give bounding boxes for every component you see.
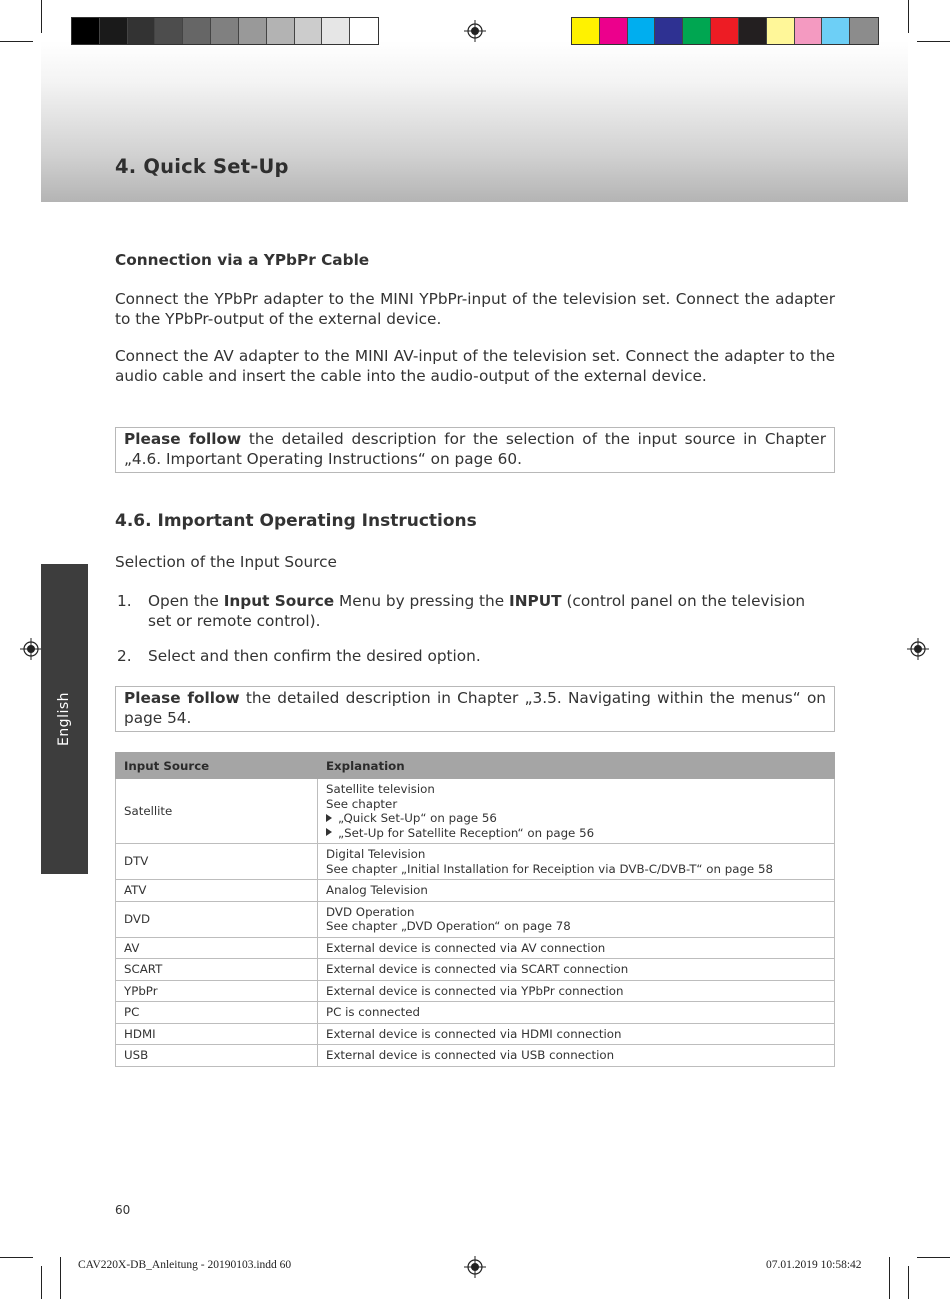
- triangle-bullet-icon: [326, 828, 332, 836]
- note-bold: Please follow: [124, 430, 242, 448]
- note-bold: Please follow: [124, 689, 240, 707]
- explanation-line: DVD Operation: [326, 904, 415, 919]
- registration-mark-icon: [464, 1256, 486, 1278]
- table-row: [116, 901, 835, 937]
- explanation-cell: [318, 844, 835, 880]
- input-source-cell: USB: [116, 1045, 318, 1067]
- explanation-line: PC is connected: [326, 1005, 421, 1019]
- registration-mark-icon: [464, 20, 486, 42]
- table-row: [116, 980, 835, 1002]
- color-swatch: [295, 18, 323, 44]
- ypbpr-paragraph-2: Connect the AV adapter to the MINI AV-input of the television set. Connect the adapter to the audio cable and insert the cable into the audio-output of the external device.: [115, 347, 835, 385]
- explanation-cell: [318, 959, 835, 981]
- table-row: [116, 1023, 835, 1045]
- list-text: Select and then confirm the desired option.: [148, 647, 481, 665]
- color-swatch: [100, 18, 128, 44]
- section-intro: Selection of the Input Source: [115, 553, 337, 571]
- grayscale-color-bar: [71, 17, 379, 45]
- color-swatch: [600, 18, 628, 44]
- page-number: 60: [115, 1203, 131, 1217]
- table-row: [116, 880, 835, 902]
- color-swatch: [683, 18, 711, 44]
- explanation-line: External device is connected via YPbPr connection: [326, 983, 624, 998]
- explanation-cell: [318, 901, 835, 937]
- chapter-title: 4. Quick Set-Up: [115, 155, 289, 178]
- reference-text: „Set-Up for Satellite Reception“ on page 56: [338, 825, 595, 840]
- input-source-cell: DTV: [116, 844, 318, 880]
- reference-text: „Quick Set-Up“ on page 56: [338, 811, 497, 825]
- crop-mark: [0, 41, 33, 42]
- color-swatch: [795, 18, 823, 44]
- note-text: the detailed description in Chapter „3.5. Navigating within the menus“ on page 54.: [124, 689, 827, 727]
- crop-mark: [41, 1266, 42, 1299]
- explanation-line: External device is connected via HDMI connection: [326, 1026, 622, 1041]
- crop-mark: [917, 41, 950, 42]
- section-heading: 4.6. Important Operating Instructions: [115, 511, 477, 531]
- color-swatch: [767, 18, 795, 44]
- explanation-line: External device is connected via AV connection: [326, 940, 606, 955]
- explanation-line: See chapter: [326, 796, 398, 811]
- list-number: 2.: [117, 647, 132, 665]
- color-swatch: [822, 18, 850, 44]
- triangle-bullet-icon: [326, 814, 332, 822]
- input-source-cell: ATV: [116, 880, 318, 902]
- explanation-cell: [318, 937, 835, 959]
- explanation-line: Digital Television: [326, 847, 426, 861]
- input-source-cell: AV: [116, 937, 318, 959]
- table-header-row: [116, 753, 835, 779]
- language-tab-label: English: [56, 691, 73, 747]
- ypbpr-heading: Connection via a YPbPr Cable: [115, 251, 370, 269]
- crop-mark: [908, 0, 909, 33]
- explanation-cell: [318, 779, 835, 844]
- table-row: [116, 959, 835, 981]
- list-number: 1.: [117, 592, 132, 610]
- color-swatch: [322, 18, 350, 44]
- color-swatch: [628, 18, 656, 44]
- color-swatch: [239, 18, 267, 44]
- input-source-cell: SCART: [116, 959, 318, 981]
- color-swatch: [128, 18, 156, 44]
- crop-mark: [908, 1266, 909, 1299]
- explanation-line: Analog Television: [326, 883, 428, 897]
- table-row: [116, 844, 835, 880]
- input-source-cell: DVD: [116, 901, 318, 937]
- reference-bullet: [326, 811, 826, 826]
- color-swatch: [350, 18, 378, 44]
- explanation-cell: [318, 880, 835, 902]
- process-color-bar: [571, 17, 879, 45]
- color-swatch: [850, 18, 878, 44]
- explanation-line: External device is connected via SCART connection: [326, 962, 629, 976]
- footer-timestamp: 07.01.2019 10:58:42: [766, 1259, 862, 1271]
- input-source-cell: YPbPr: [116, 980, 318, 1002]
- ypbpr-paragraph-1: Connect the YPbPr adapter to the MINI YPbPr-input of the television set. Connect the adapter to the YPbPr-output of the external device.: [115, 290, 835, 328]
- explanation-cell: [318, 1002, 835, 1024]
- list-text: Open the Input Source Menu by pressing the INPUT (control panel on the television set or remote control).: [148, 592, 806, 630]
- color-swatch: [211, 18, 239, 44]
- crop-mark: [60, 1257, 61, 1299]
- footer-file-info: CAV220X-DB_Anleitung - 20190103.indd 60: [78, 1259, 292, 1271]
- input-source-cell: HDMI: [116, 1023, 318, 1045]
- color-swatch: [711, 18, 739, 44]
- table-row: [116, 1045, 835, 1067]
- table-row: [116, 1002, 835, 1024]
- color-swatch: [572, 18, 600, 44]
- registration-mark-icon: [20, 638, 42, 660]
- reference-bullet: [326, 826, 826, 841]
- list-item: [115, 592, 835, 632]
- list-item: [115, 647, 835, 667]
- explanation-line: See chapter „DVD Operation“ on page 78: [326, 919, 571, 933]
- explanation-cell: [318, 1045, 835, 1067]
- crop-mark: [917, 1257, 950, 1258]
- note-text: the detailed description for the selection of the input source in Chapter „4.6. Important Operating Instructions“ on page 60.: [124, 430, 826, 468]
- column-header: Input Source: [116, 753, 318, 779]
- column-header: Explanation: [318, 753, 835, 779]
- explanation-line: See chapter „Initial Installation for Receiption via DVB-C/DVB-T“ on page 58: [326, 861, 773, 876]
- color-swatch: [72, 18, 100, 44]
- explanation-line: External device is connected via USB connection: [326, 1048, 615, 1062]
- registration-mark-icon: [907, 638, 929, 660]
- input-source-cell: PC: [116, 1002, 318, 1024]
- color-swatch: [155, 18, 183, 44]
- input-source-cell: Satellite: [116, 779, 318, 844]
- explanation-line: Satellite television: [326, 782, 435, 796]
- note-box-navigation: [115, 686, 835, 732]
- input-source-table: [115, 752, 835, 1067]
- table-row: [116, 779, 835, 844]
- color-swatch: [655, 18, 683, 44]
- note-box-input-source: [115, 427, 835, 473]
- crop-mark: [889, 1257, 890, 1299]
- explanation-cell: [318, 1023, 835, 1045]
- color-swatch: [267, 18, 295, 44]
- crop-mark: [0, 1257, 33, 1258]
- color-swatch: [739, 18, 767, 44]
- table-row: [116, 937, 835, 959]
- explanation-cell: [318, 980, 835, 1002]
- crop-mark: [41, 0, 42, 33]
- color-swatch: [183, 18, 211, 44]
